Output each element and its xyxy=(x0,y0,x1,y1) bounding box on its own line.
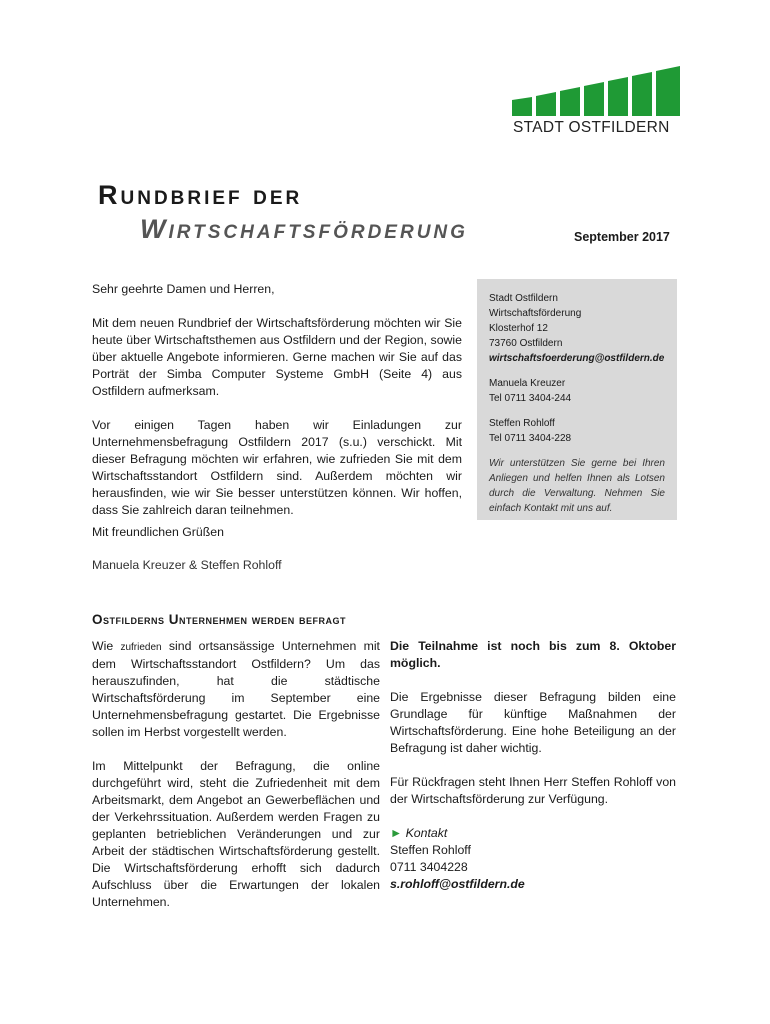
contact-name: Steffen Rohloff xyxy=(390,843,471,857)
sidebar-note: Wir unterstützen Sie gerne bei Ihren Anliegen und helfen Ihnen als Lotsen durch die Verwaltung. Nehmen Sie einfach Kontakt mit uns auf. xyxy=(489,458,665,514)
sidebar-org: Stadt Ostfildern xyxy=(489,293,558,304)
contact-label: Kontakt xyxy=(405,826,448,840)
contact-1-name: Manuela Kreuzer xyxy=(489,378,566,389)
section-right-paragraph-3: Für Rückfragen steht Ihnen Herr Steffen Rohloff von der Wirtschaftsförderung zur Verfügung. xyxy=(390,775,676,806)
logo-bar-7 xyxy=(656,66,680,116)
issue-date: September 2017 xyxy=(574,230,670,244)
arrow-right-icon: ► xyxy=(390,826,403,840)
contact-heading xyxy=(390,825,676,842)
logo-bar-5 xyxy=(608,77,628,116)
intro-paragraph-1: Mit dem neuen Rundbrief der Wirtschaftsförderung möchten wir Sie heute über Wirtschaftsthemen aus Ostfildern und der Region, sowie über aktuelle Angebote informieren. Gerne machen wir Sie auf das Porträt der Simba Computer Systeme GmbH (Seite 4) aus Ostfildern aufmerksam. xyxy=(92,316,462,398)
signers: Manuela Kreuzer & Steffen Rohloff xyxy=(92,558,282,572)
left-p1-small-word: zufrieden xyxy=(120,642,162,653)
contact-sidebar xyxy=(477,279,677,520)
title-line-1: Rundbrief der xyxy=(98,180,303,210)
closing-greeting: Mit freundlichen Grüßen xyxy=(92,525,224,539)
left-p1-rest: sind ortsansässige Unternehmen mit dem Wirtschaftsstandort Ostfildern? Um das herauszufinden, hat die städtische Wirtschaftsförderung im September eine Unternehmensbefragung gestartet. Die Ergebnisse sollen im Herbst vorgestellt werden. xyxy=(92,639,380,739)
contact-email-link[interactable]: s.rohloff@ostfildern.de xyxy=(390,877,525,891)
contact-1-block xyxy=(489,376,665,406)
contact-2-name: Steffen Rohloff xyxy=(489,418,555,429)
logo-bars-graphic xyxy=(512,66,680,116)
section-right-paragraph-2: Die Ergebnisse dieser Befragung bilden eine Grundlage für künftige Maßnahmen der Wirtschaftsförderung. Eine hohe Beteiligung an der Befragung ist daher wichtig. xyxy=(390,690,676,755)
sidebar-city: 73760 Ostfildern xyxy=(489,338,563,349)
contact-2-phone: Tel 0711 3404-228 xyxy=(489,433,572,444)
sidebar-email-link[interactable]: wirtschaftsfoerderung@ostfildern.de xyxy=(489,353,665,364)
section-column-right xyxy=(390,638,676,893)
intro-letter xyxy=(92,281,462,536)
contact-phone: 0711 3404228 xyxy=(390,860,468,874)
logo-bar-4 xyxy=(584,82,604,116)
contact-1-phone: Tel 0711 3404-244 xyxy=(489,393,572,404)
section-left-paragraph-1 xyxy=(92,638,380,741)
sidebar-street: Klosterhof 12 xyxy=(489,323,548,334)
logo-bar-1 xyxy=(512,97,532,116)
contact-2-block xyxy=(489,416,665,446)
logo-bar-2 xyxy=(536,92,556,116)
left-p1-start: Wie xyxy=(92,639,114,653)
contact-box xyxy=(390,825,676,893)
salutation: Sehr geehrte Damen und Herren, xyxy=(92,282,275,296)
logo-text: STADT OSTFILDERN xyxy=(513,119,670,136)
section-left-paragraph-2: Im Mittelpunkt der Befragung, die online durchgeführt wird, steht die Zufriedenheit mit dem Arbeitsmarkt, dem Angebot an Gewerbeflächen und der Verkehrssituation. Außerdem werden Fragen zu geplanten betrieblichen Veränderungen und zur Arbeit der städtischen Wirtschaftsförderung gestellt. Die Wirtschaftsförderung erhofft sich dadurch Aufschluss über die Erwartungen der lokalen Unternehmen. xyxy=(92,759,380,909)
intro-paragraph-2: Vor einigen Tagen haben wir Einladungen zur Unternehmensbefragung Ostfildern 2017 (s.u.) verschickt. Mit dieser Befragung möchten wir erfahren, wie zufrieden Sie mit dem Wirtschaftsstandort Ostfildern sind. Außerdem möchten wir herausfinden, wie wir Sie besser unterstützen können. Wir hoffen, dass Sie zahlreich daran teilnehmen. xyxy=(92,418,462,517)
section-heading: Ostfilderns Unternehmen werden befragt xyxy=(92,612,346,627)
address-block xyxy=(489,291,665,366)
participation-deadline: Die Teilnahme ist noch bis zum 8. Oktober möglich. xyxy=(390,639,676,670)
logo-bar-6 xyxy=(632,72,652,116)
sidebar-dept: Wirtschaftsförderung xyxy=(489,308,582,319)
logo-bar-3 xyxy=(560,87,580,116)
title-line-2: Wirtschaftsförderung xyxy=(140,214,468,244)
city-logo xyxy=(512,66,682,136)
section-column-left xyxy=(92,638,380,928)
